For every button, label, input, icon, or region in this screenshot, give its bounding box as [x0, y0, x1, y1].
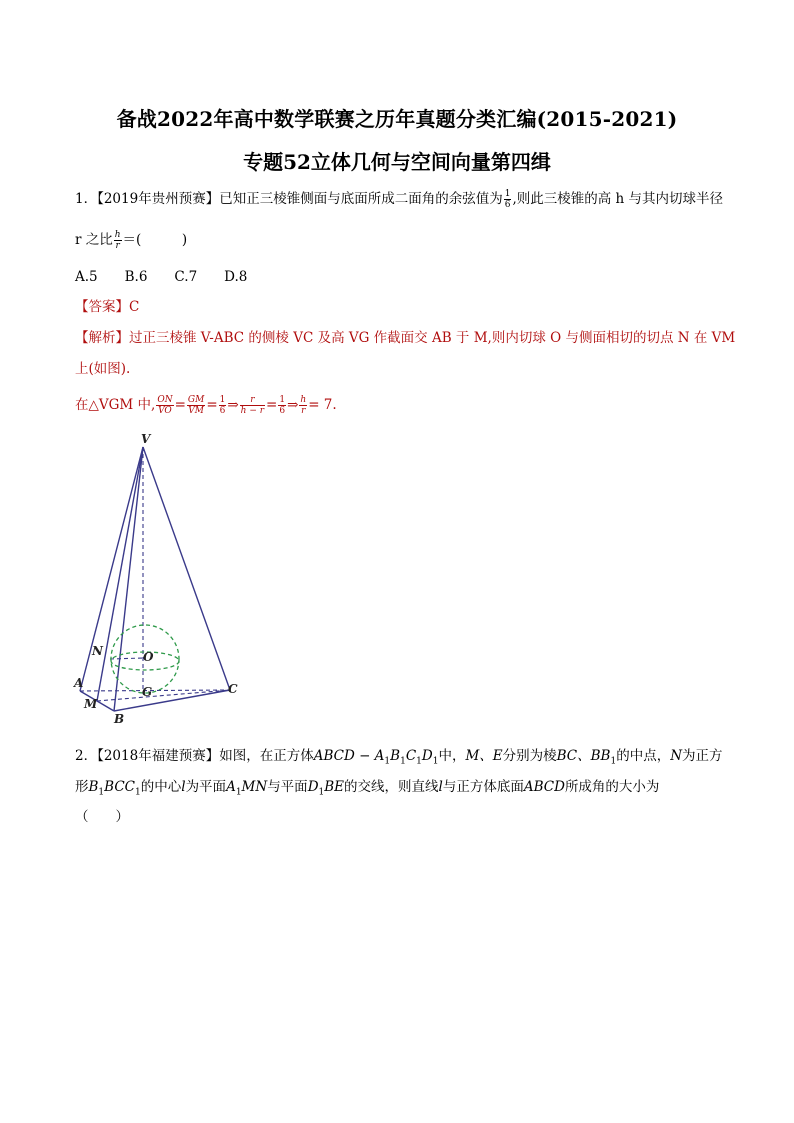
edge-BC — [114, 690, 230, 711]
q1-options: A.5 B.6 C.7 D.8 — [75, 269, 248, 285]
label-B: B — [114, 712, 125, 725]
q1-analysis-formula: 在△VGM 中, $\frac{ON}{VO}$ = $\frac{GM}{VM}$ = $\frac{1}{6}$ ⇒ $\frac{r}{h - r}$ = $\frac{1}{6}$ ⇒ $\frac{h}{r}$ = 7. — [75, 395, 337, 416]
q1-cos-fraction: $\frac{1}{6}$ — [504, 189, 511, 210]
q1-source: 【2019年贵州预赛】 — [97, 191, 220, 207]
q2-line-2: 形$B_1BCC_1$的中心l为平面$A_1MN$与平面$D_1BE$的交线，则直线l与正方体底面ABCD所成角的大小为 — [75, 779, 660, 798]
q1-stem-a: 已知正三棱锥侧面与底面所成二面角的余弦值为 — [219, 191, 503, 207]
q1-analysis-label: 【解析】 — [75, 330, 129, 346]
pyramid-edges — [80, 447, 230, 711]
edge-VA — [80, 447, 143, 691]
q2-line-3: （ ） — [75, 809, 129, 825]
pyramid-figure — [70, 425, 260, 725]
q1-answer-label: 【答案】 — [75, 299, 129, 315]
q1-number: 1． — [75, 191, 98, 207]
hidden-edges — [80, 447, 230, 701]
q2-line-1: 2．【2018年福建预赛】如图，在正方体ABCD − $A_1B_1C_1D_1$中，M、E分别为棱BC、$BB_1$的中点，N为正方 — [75, 748, 723, 767]
q1-stem-d: ＝( ) — [122, 232, 188, 248]
label-G: G — [142, 685, 153, 699]
q1-ratio-fraction: $\frac{h}{r}$ — [114, 230, 121, 251]
q1-analysis-text-1: 过正三棱锥 V-ABC 的侧棱 VC 及高 VG 作截面交 AB 于 M,则内切球 O 与侧面相切的切点 N 在 VM — [129, 330, 736, 346]
q1-stem-b: ,则此三棱锥的高 h 与其内切球半径 — [512, 191, 724, 207]
q1-line-2 — [75, 230, 187, 251]
q1-analysis-2: 上(如图). — [75, 361, 131, 377]
q1-answer — [75, 297, 139, 317]
document-title: 备战2022年高中数学联赛之历年真题分类汇编(2015-2021) — [116, 107, 678, 131]
document-subtitle: 专题52立体几何与空间向量第四缉 — [243, 150, 551, 174]
q1-analysis-1 — [75, 328, 735, 348]
label-M: M — [84, 697, 98, 711]
q1-stem-c: r 之比 — [75, 232, 113, 248]
segment-MC — [97, 690, 230, 701]
edge-VC — [143, 447, 230, 690]
label-N: N — [92, 644, 103, 658]
label-A: A — [74, 676, 84, 690]
label-C: C — [228, 682, 238, 696]
label-V: V — [141, 432, 151, 446]
q2-source: 【2018年福建预赛】 — [97, 748, 220, 764]
q2-number: 2． — [75, 748, 98, 764]
q1-line-1 — [75, 189, 723, 210]
q1-answer-value: C — [129, 299, 140, 315]
edge-VB — [114, 447, 143, 711]
label-O: O — [143, 650, 154, 664]
edge-VM — [97, 447, 143, 701]
q1-formula-prefix: 在△VGM 中, — [75, 397, 156, 413]
segment-NO — [110, 658, 143, 659]
